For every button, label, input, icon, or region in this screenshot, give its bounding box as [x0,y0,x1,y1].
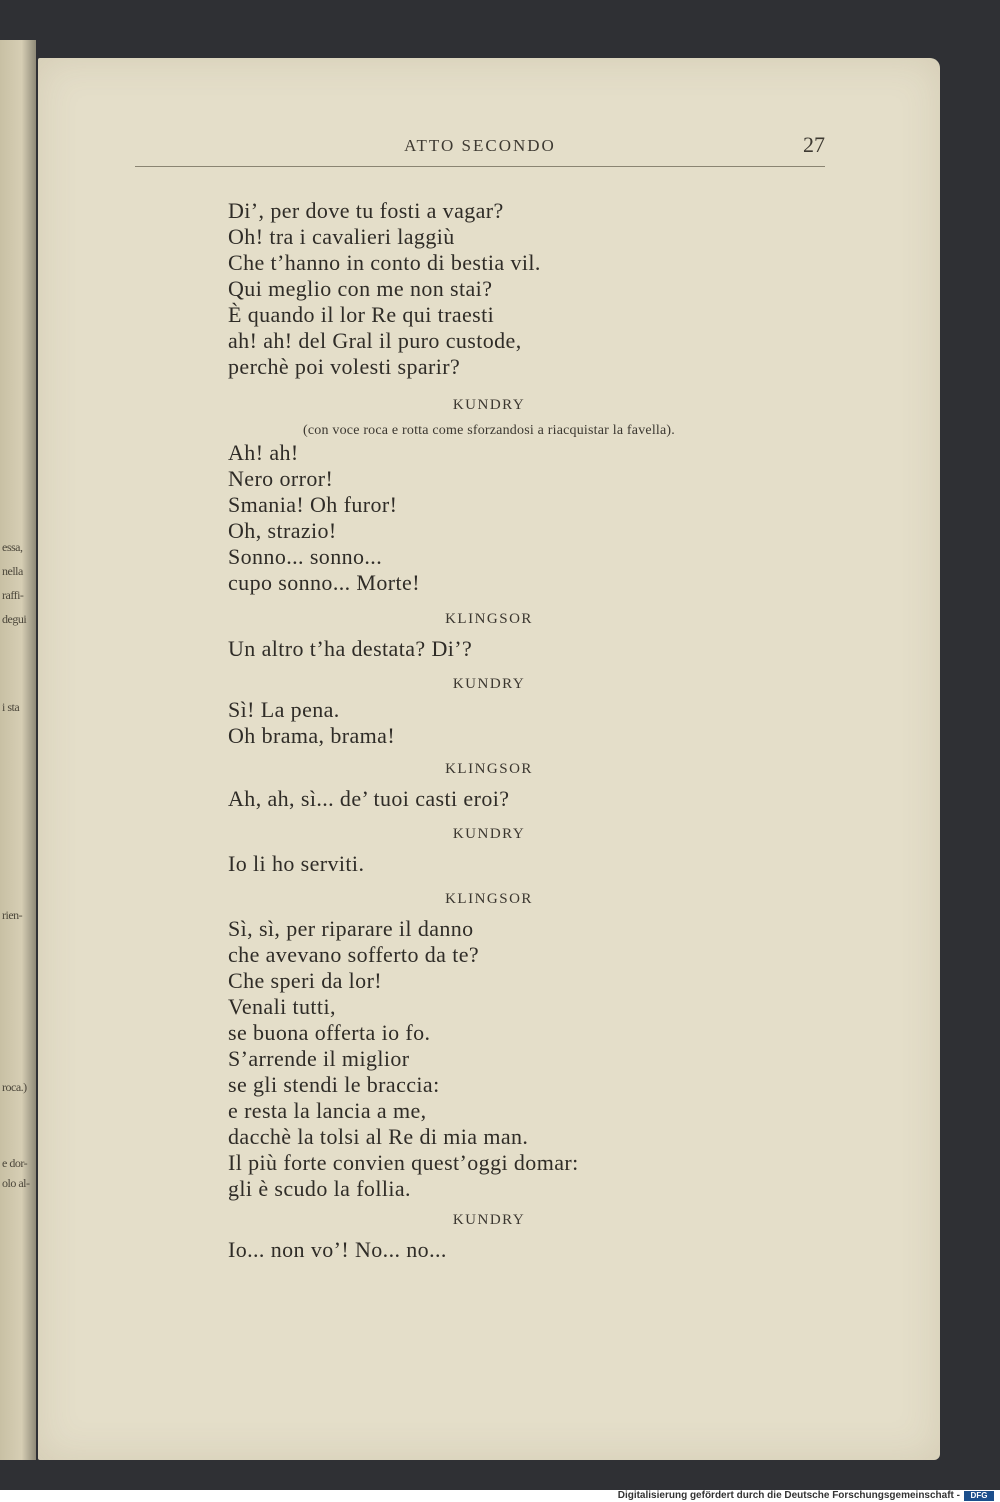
verse-line: e resta la lancia a me, [228,1098,427,1123]
verse-line: Un altro t’ha destata? Di’? [228,636,473,661]
verse-line: Sonno... sonno... [228,544,383,569]
previous-page-edge [0,40,36,1460]
verse-line: Io li ho serviti. [228,851,365,876]
verse-line: perchè poi volesti sparir? [228,354,461,379]
page-number: 27 [803,132,825,157]
verse-block [228,697,395,749]
speaker-name: KLINGSOR [445,891,533,907]
verse-block [228,1237,447,1263]
running-header-title: ATTO SECONDO [404,136,556,155]
verse-line: Nero orror! [228,466,334,491]
verse-line: Di’, per dove tu fosti a vagar? [228,198,504,223]
verse-line: Oh! tra i cavalieri laggiù [228,224,455,249]
verse-line: ah! ah! del Gral il puro custode, [228,328,522,353]
verse-line: Sì! La pena. [228,697,340,722]
footer-credit: Digitalisierung gefördert durch die Deutsche Forschungsgemeinschaft - [617,1490,960,1501]
prev-page-fragment: rien- [2,908,23,922]
verse-line: dacchè la tolsi al Re di mia man. [228,1124,529,1149]
verse-line: se buona offerta io fo. [228,1020,431,1045]
prev-page-fragment: olo al- [2,1176,30,1190]
stage-direction: (con voce roca e rotta come sforzandosi a riacquistar la favella). [303,423,675,438]
verse-line: Ah, ah, sì... de’ tuoi casti eroi? [228,786,510,811]
verse-line: se gli stendi le braccia: [228,1072,440,1097]
verse-line: cupo sonno... Morte! [228,570,420,595]
prev-page-fragment: essa, [2,540,23,554]
prev-page-fragment: i sta [2,700,20,714]
verse-block [228,636,472,662]
prev-page-fragment: degui [2,612,27,626]
speaker-name: KLINGSOR [445,611,533,627]
prev-page-fragment: nella [2,564,23,578]
prev-page-fragment: e dor- [2,1156,28,1170]
verse-block [228,440,420,596]
speaker-name: KUNDRY [452,397,526,413]
speaker-name: KUNDRY [452,676,526,692]
verse-line: gli è scudo la follia. [228,1176,411,1201]
verse-line: che avevano sofferto da te? [228,942,480,967]
speaker-name: KUNDRY [452,1212,526,1228]
verse-line: Smania! Oh furor! [228,492,398,517]
verse-block [228,198,541,380]
verse-line: Che speri da lor! [228,968,383,993]
verse-line: Oh, strazio! [228,518,337,543]
verse-line: Oh brama, brama! [228,723,396,748]
verse-line: Sì, sì, per riparare il danno [228,916,474,941]
digitization-footer [0,1490,1000,1502]
verse-line: Il più forte convien quest’oggi domar: [228,1150,579,1175]
speaker-name: KLINGSOR [445,761,533,777]
verse-line: Qui meglio con me non stai? [228,276,493,301]
verse-block [228,851,364,877]
verse-line: Io... non vo’! No... no... [228,1237,447,1262]
verse-line: È quando il lor Re qui traesti [228,302,495,327]
prev-page-fragment: raffi- [2,588,24,602]
verse-line: Ah! ah! [228,440,299,465]
verse-block [228,786,509,812]
prev-page-fragment: roca.) [2,1080,27,1094]
speaker-name: KUNDRY [452,826,526,842]
verse-block [228,916,579,1202]
running-header [135,132,825,167]
verse-line: S’arrende il miglior [228,1046,410,1071]
verse-line: Che t’hanno in conto di bestia vil. [228,250,541,275]
dfg-logo-icon: DFG [964,1491,994,1501]
verse-line: Venali tutti, [228,994,336,1019]
